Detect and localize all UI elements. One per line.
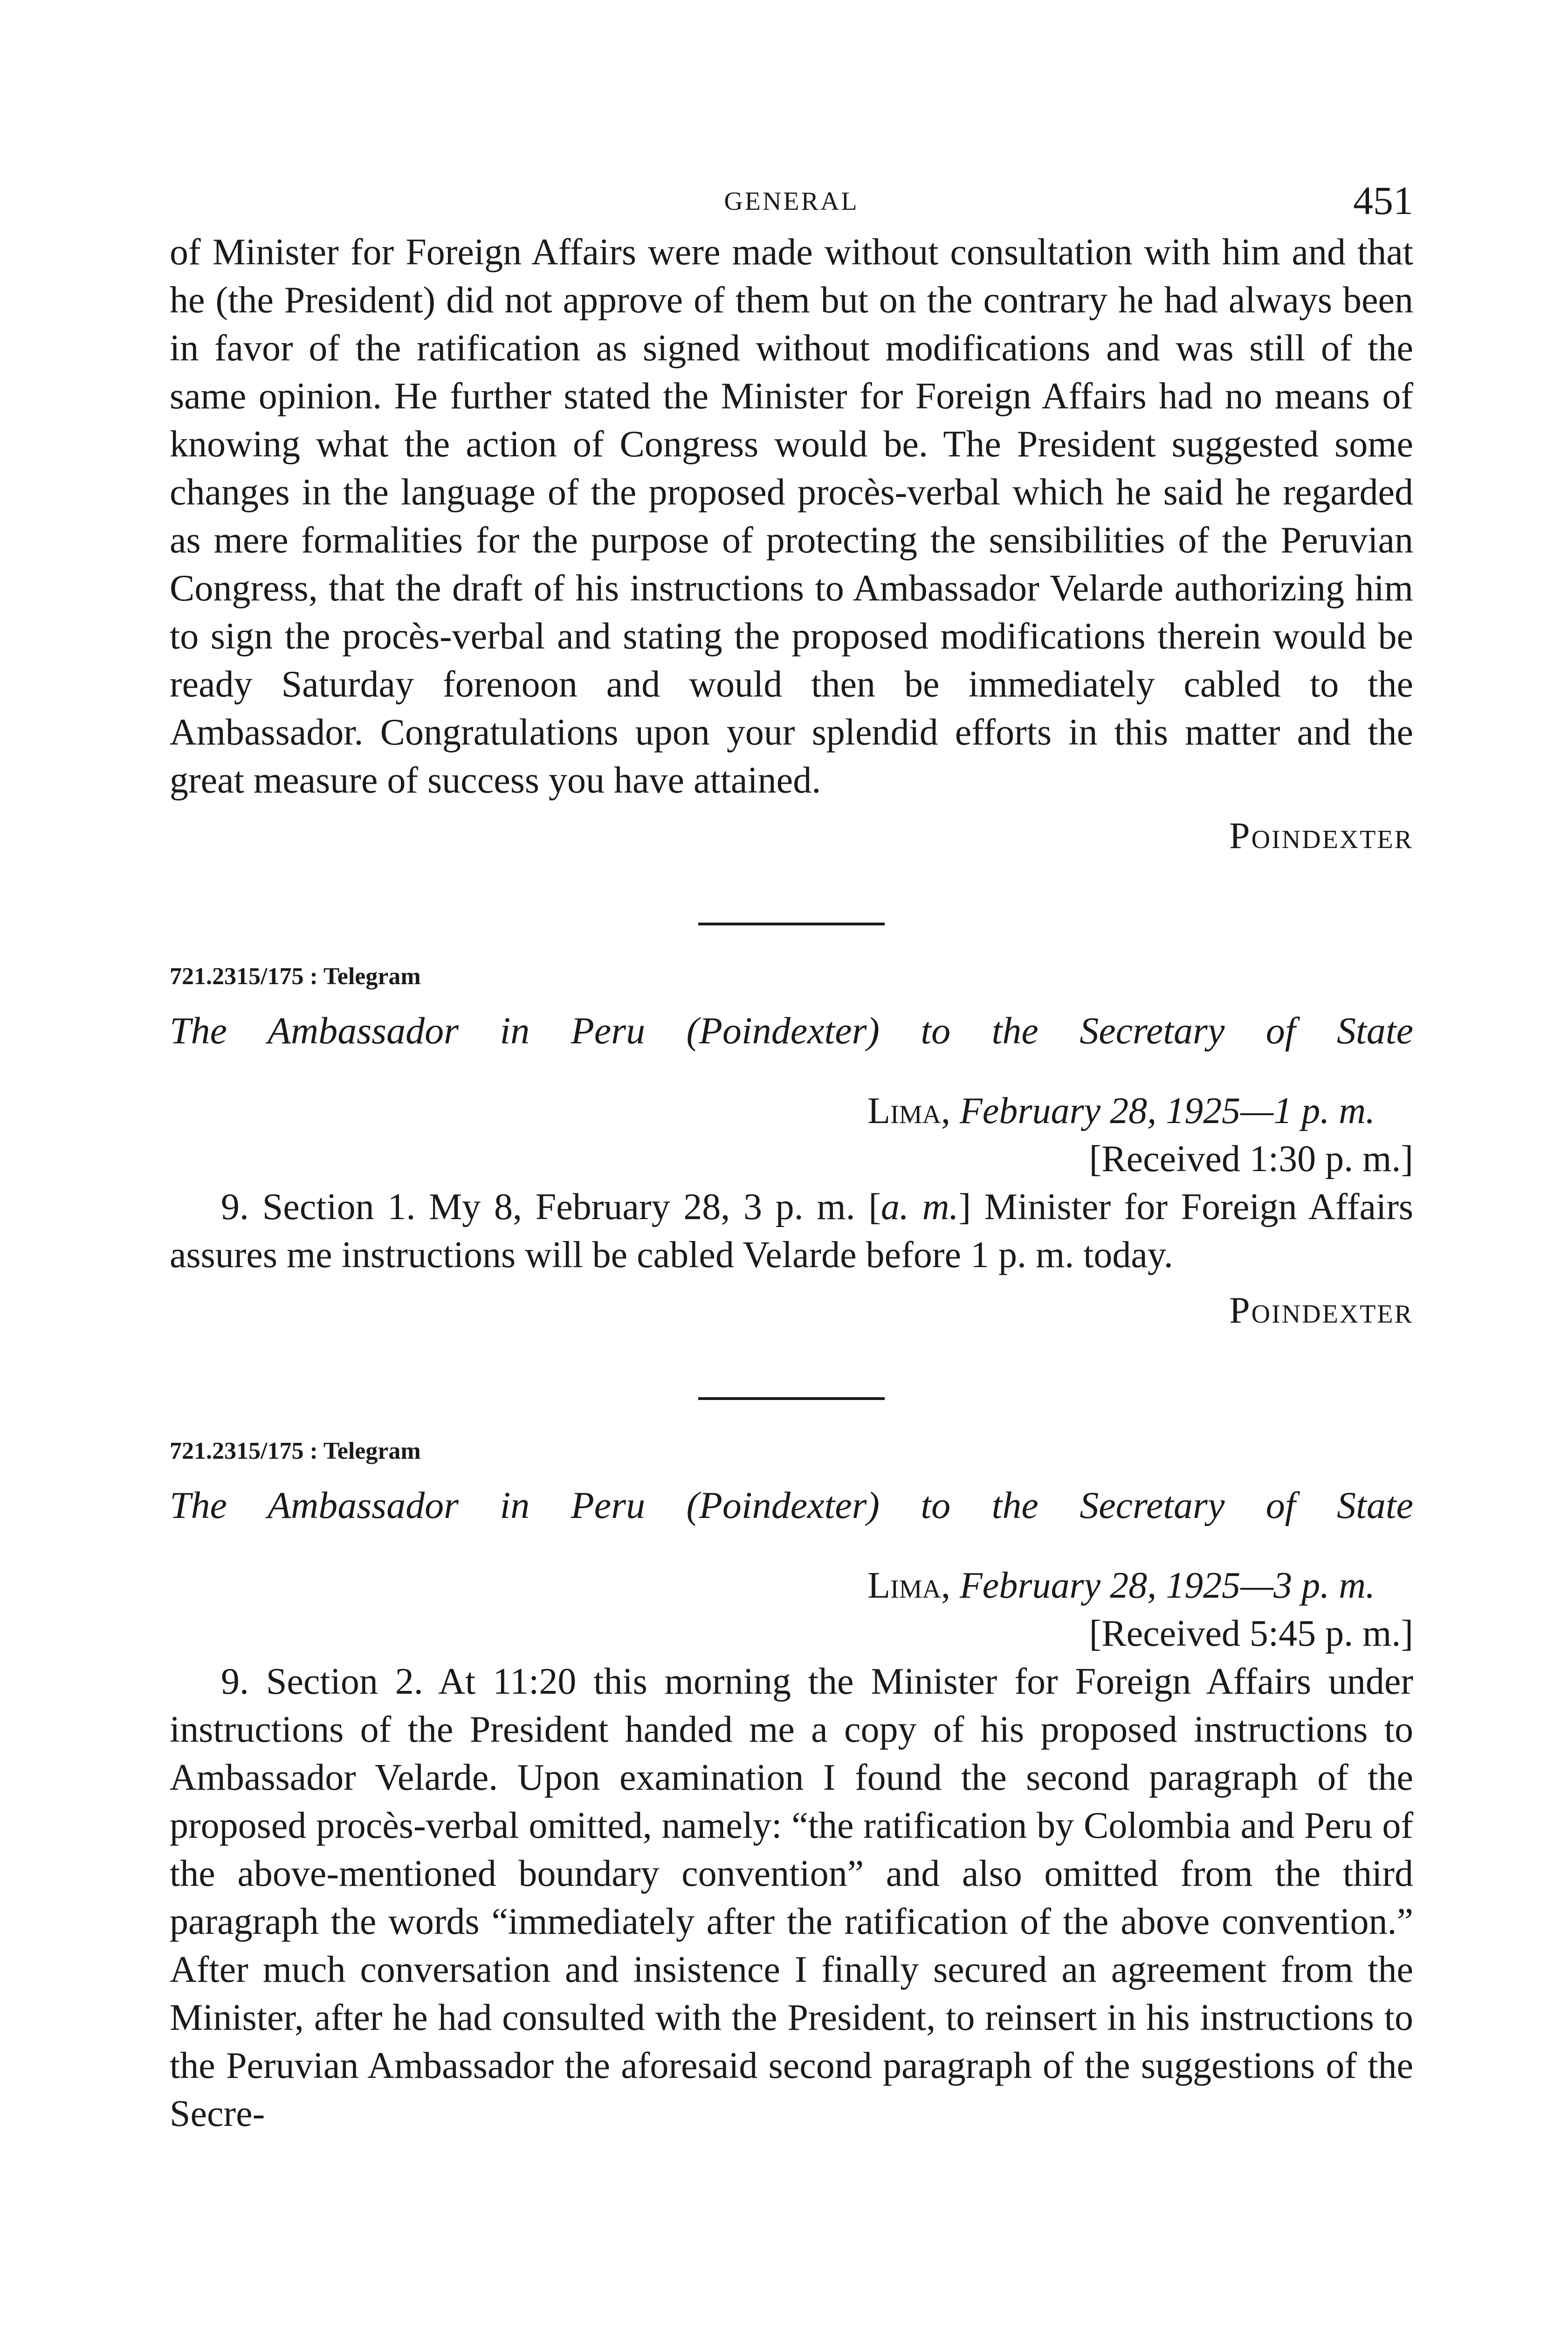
continuation-paragraph: of Minister for Foreign Affairs were made without consultation with him and that he (the President) did not approve of them but on the contrary he had always been in favor of the ratification as signed without modifications and was still of the same opinion. He further stated the Minister for Foreign Affairs had no means of knowing what the action of Congress would be. The President suggested some changes in the language of the proposed procès-verbal which he said he regarded as mere formalities for the purpose of protecting the sensibilities of the Peruvian Congress, that the draft of his instructions to Ambassador Velarde authorizing him to sign the procès-verbal and stating the proposed modifications therein would be ready Saturday forenoon and would then be immediately cabled to the Ambassador. Congratulations upon your splendid efforts in this matter and the great measure of success you have attained.: [170, 232, 1413, 801]
telegram-body: [170, 1183, 1413, 1279]
file-reference: 721.2315/175 : Telegram: [170, 1438, 421, 1464]
dateline-date: February 28, 1925—3 p. m.: [959, 1565, 1375, 1606]
telegram-body-part: 9. Section 1. My 8, February 28, 3 p. m. [: [221, 1186, 881, 1228]
signature: [170, 1290, 1413, 1332]
dateline-date: February 28, 1925—1 p. m.: [959, 1090, 1375, 1131]
telegram-body-part: ] Minister for Foreign Affairs assures me instructions will be cabled Velarde before 1 p. m. today.: [170, 1186, 1413, 1276]
section-divider: [698, 923, 885, 925]
dateline: [170, 1087, 1375, 1135]
received-note: [Received 1:30 p. m.]: [1089, 1138, 1413, 1179]
signature-text: Poindexter: [1229, 1290, 1413, 1331]
running-head: GENERAL: [724, 187, 859, 216]
dateline: [170, 1562, 1375, 1610]
document-title: The Ambassador in Peru (Poindexter) to the Secretary of State: [170, 1009, 1413, 1052]
file-reference: 721.2315/175 : Telegram: [170, 963, 421, 990]
page-header: [170, 177, 1413, 228]
page-number: 451: [1353, 178, 1413, 223]
received-note: [Received 5:45 p. m.]: [1089, 1613, 1413, 1654]
telegram-body: 9. Section 2. At 11:20 this morning the Minister for Foreign Affairs under instructions of the President handed me a copy of his proposed instructions to Ambassador Velarde. Upon examination I found the second paragraph of the proposed procès-verbal omitted, namely: “the ratification by Colombia and Peru of the above-mentioned boundary convention” and also omitted from the third paragraph the words “immediately after the ratification of the above convention.” After much conversation and insistence I finally secured an agreement from the Minister, after he had consulted with the President, to reinsert in his instructions to the Peruvian Ambassador the aforesaid second paragraph of the suggestions of the Secre-: [170, 1661, 1413, 2134]
dateline-place: Lima,: [867, 1565, 950, 1606]
document-title: The Ambassador in Peru (Poindexter) to the Secretary of State: [170, 1484, 1413, 1526]
telegram-body-italic: a. m.: [881, 1186, 959, 1228]
dateline-place: Lima,: [867, 1090, 950, 1131]
signature-text: Poindexter: [1229, 815, 1413, 856]
section-divider: [698, 1397, 885, 1400]
signature: [170, 815, 1413, 857]
document-page: [170, 177, 1413, 2138]
